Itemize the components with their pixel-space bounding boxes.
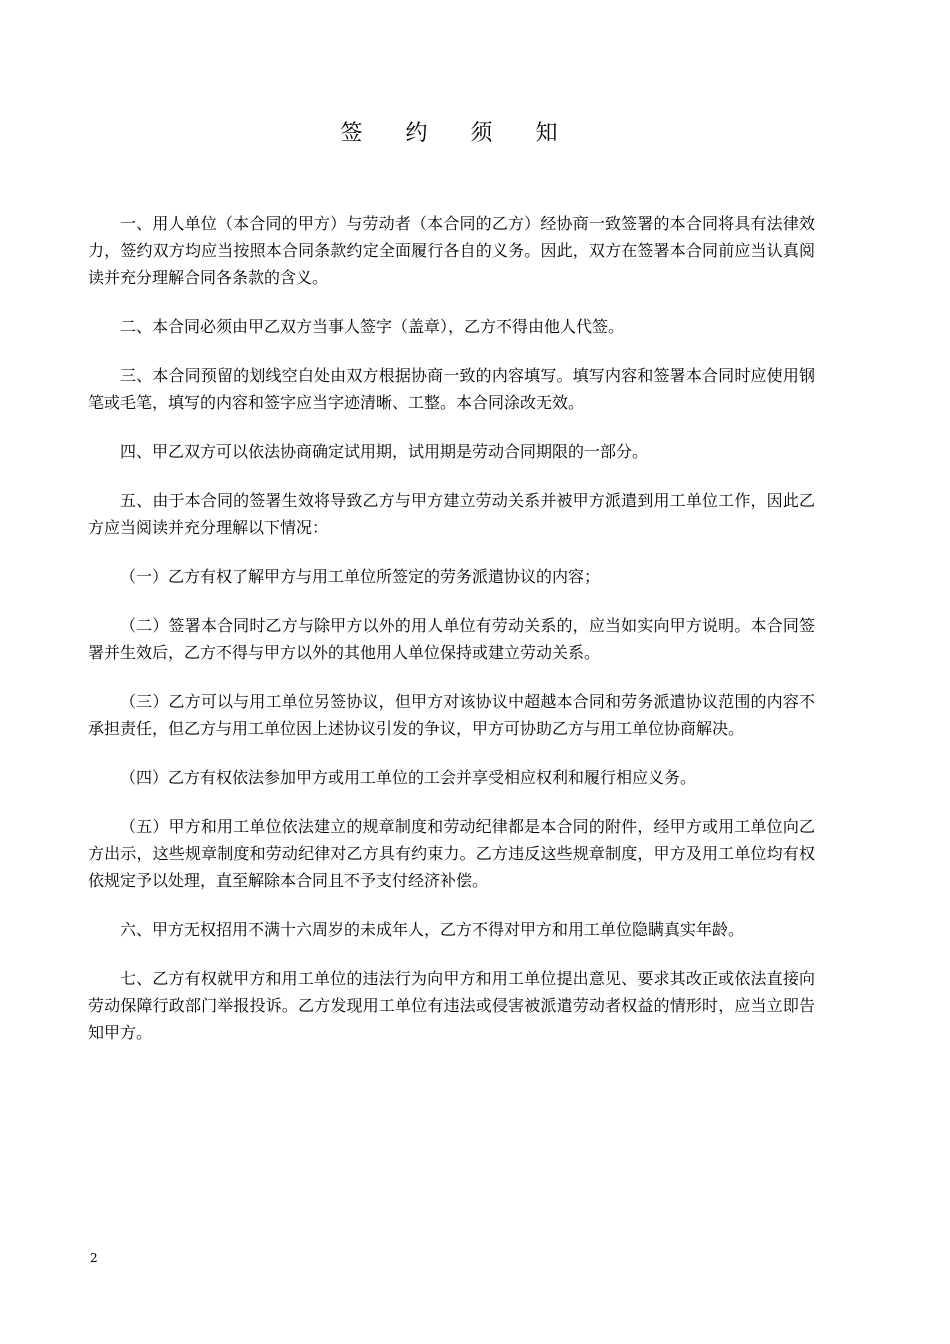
- paragraph-3: 三、本合同预留的划线空白处由双方根据协商一致的内容填写。填写内容和签署本合同时应使用钢笔或毛笔，填写的内容和签字应当字迹清晰、工整。本合同涂改无效。: [88, 366, 815, 412]
- page-title: 签 约 须 知: [340, 121, 576, 146]
- document-body: [88, 210, 815, 1068]
- paragraph-5-item-4: （四）乙方有权依法参加甲方或用工单位的工会并享受相应权利和履行相应义务。: [120, 768, 697, 787]
- paragraph-5-item-1: （一）乙方有权了解甲方与用工单位所签定的劳务派遣协议的内容；: [120, 567, 601, 586]
- paragraph-5: 五、由于本合同的签署生效将导致乙方与甲方建立劳动关系并被甲方派遣到用工单位工作，因此乙方应当阅读并充分理解以下情况：: [88, 491, 815, 537]
- paragraph-5-item-5: （五）甲方和用工单位依法建立的规章制度和劳动纪律都是本合同的附件，经甲方或用工单位向乙方出示，这些规章制度和劳动纪律对乙方具有约束力。乙方违反这些规章制度，甲方及用工单位均有权依规定予以处理，直至解除本合同且不予支付经济补偿。: [88, 817, 815, 890]
- page-number: 2: [90, 1251, 98, 1265]
- paragraph-6: 六、甲方无权招用不满十六周岁的未成年人，乙方不得对甲方和用工单位隐瞒真实年龄。: [120, 920, 745, 939]
- paragraph-4: 四、甲乙双方可以依法协商确定试用期，试用期是劳动合同期限的一部分。: [120, 442, 649, 461]
- paragraph-7: 七、乙方有权就甲方和用工单位的违法行为向甲方和用工单位提出意见、要求其改正或依法直接向劳动保障行政部门举报投诉。乙方发现用工单位有违法或侵害被派遣劳动者权益的情形时，应当立即告知甲方。: [88, 969, 815, 1042]
- paragraph-5-item-3: （三）乙方可以与用工单位另签协议，但甲方对该协议中超越本合同和劳务派遣协议范围的内容不承担责任，但乙方与用工单位因上述协议引发的争议，甲方可协助乙方与用工单位协商解决。: [88, 692, 815, 738]
- paragraph-2: 二、本合同必须由甲乙双方当事人签字（盖章），乙方不得由他人代签。: [120, 317, 625, 336]
- paragraph-5-item-2: （二）签署本合同时乙方与除甲方以外的用人单位有劳动关系的，应当如实向甲方说明。本合同签署并生效后，乙方不得与甲方以外的其他用人单位保持或建立劳动关系。: [88, 616, 815, 662]
- paragraph-1: 一、用人单位（本合同的甲方）与劳动者（本合同的乙方）经协商一致签署的本合同将具有法律效力，签约双方均应当按照本合同条款约定全面履行各自的义务。因此，双方在签署本合同前应当认真阅读并充分理解合同各条款的含义。: [88, 214, 815, 287]
